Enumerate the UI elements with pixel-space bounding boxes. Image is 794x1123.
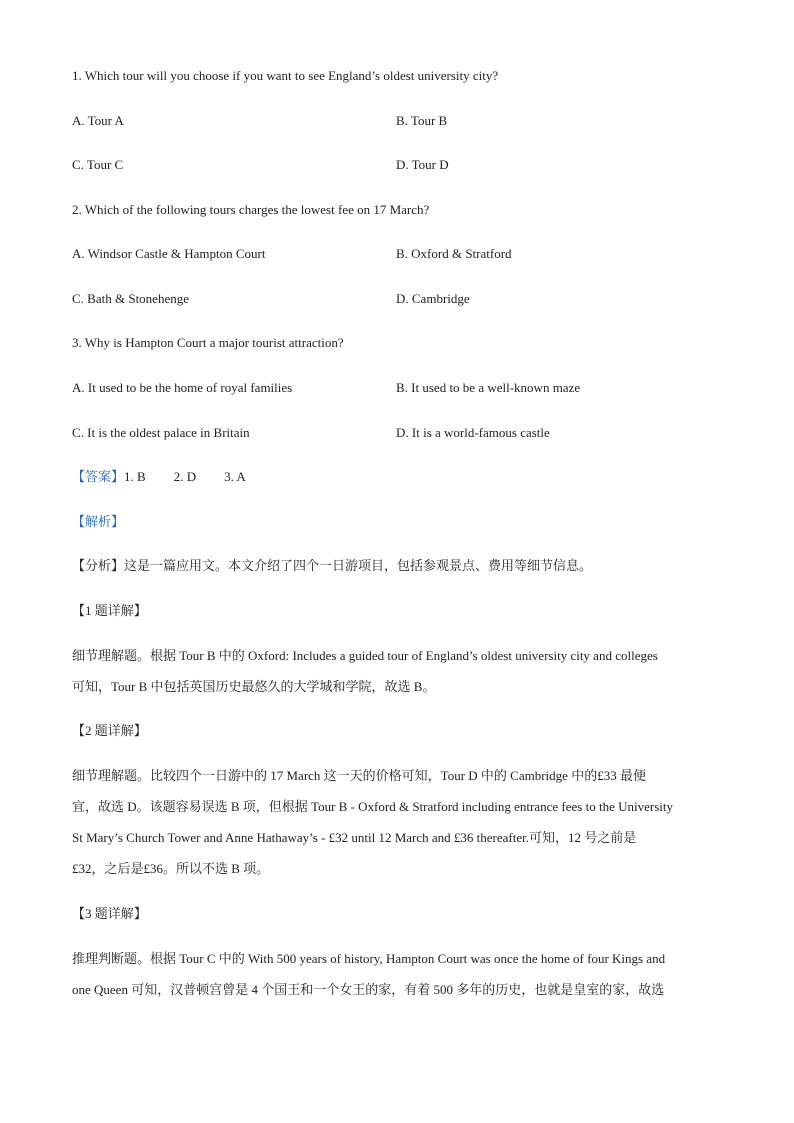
question-3-option-c: C. It is the oldest palace in Britain — [72, 425, 250, 440]
question-2-option-d: D. Cambridge — [396, 291, 470, 306]
answer-line — [72, 469, 274, 485]
detail-2-line-3: St Mary’s Church Tower and Anne Hathaway’s - £32 until 12 March and £36 thereafter.可知，12 号之前是 — [72, 830, 637, 845]
detail-2-heading: 【2 题详解】 — [72, 723, 147, 738]
detail-2-line-4: £32，之后是£36。所以不选 B 项。 — [72, 861, 270, 876]
question-2-options-row-2 — [72, 291, 722, 307]
question-3-options-row-2 — [72, 425, 722, 441]
question-2-option-a: A. Windsor Castle & Hampton Court — [72, 246, 266, 261]
question-1-option-a: A. Tour A — [72, 113, 124, 128]
answer-item-2: 2. D — [173, 469, 197, 484]
question-2-stem: 2. Which of the following tours charges the lowest fee on 17 March? — [72, 202, 430, 217]
detail-3-body — [72, 943, 722, 1005]
detail-3-heading: 【3 题详解】 — [72, 906, 147, 921]
answer-item-1: 1. B — [124, 469, 146, 484]
question-1-options-row-1 — [72, 113, 722, 129]
detail-1-heading: 【1 题详解】 — [72, 603, 147, 618]
detail-3-line-2: one Queen 可知，汉普顿宫曾是 4 个国王和一个女王的家，有着 500 多年的历史，也就是皇室的家，故选 — [72, 982, 665, 997]
detail-3-line-1: 推理判断题。根据 Tour C 中的 With 500 years of history, Hampton Court was once the home of four Kings and — [72, 951, 666, 966]
question-3-option-a: A. It used to be the home of royal families — [72, 380, 293, 395]
detail-1-line-1: 细节理解题。根据 Tour B 中的 Oxford: Includes a guided tour of England’s oldest university city and colleges — [72, 648, 658, 663]
question-1-options-row-2 — [72, 157, 722, 173]
summary-line — [72, 558, 592, 574]
summary-text: 这是一篇应用文。本文介绍了四个一日游项目，包括参观景点、费用等细节信息。 — [124, 558, 593, 573]
question-1-option-c: C. Tour C — [72, 157, 124, 172]
detail-2-line-1: 细节理解题。比较四个一日游中的 17 March 这一天的价格可知，Tour D 中的 Cambridge 中的£33 最便 — [72, 768, 646, 783]
answer-label: 【答案】 — [72, 469, 125, 484]
summary-label: 【分析】 — [72, 558, 125, 573]
detail-2-body — [72, 760, 722, 884]
answer-item-3: 3. A — [224, 469, 246, 484]
detail-1-line-2: 可知，Tour B 中包括英国历史最悠久的大学城和学院，故选 B。 — [72, 679, 436, 694]
question-3-option-d: D. It is a world-famous castle — [396, 425, 550, 440]
question-2-options-row-1 — [72, 246, 722, 262]
question-3-stem: 3. Why is Hampton Court a major tourist attraction? — [72, 335, 344, 350]
question-3-options-row-1 — [72, 380, 722, 396]
detail-2-line-2: 宜，故选 D。该题容易误选 B 项，但根据 Tour B - Oxford & Stratford including entrance fees to the University — [72, 799, 673, 814]
question-3-option-b: B. It used to be a well-known maze — [396, 380, 581, 395]
question-2-option-b: B. Oxford & Stratford — [396, 246, 512, 261]
question-1-stem: 1. Which tour will you choose if you want to see England’s oldest university city? — [72, 68, 499, 83]
question-1-option-b: B. Tour B — [396, 113, 448, 128]
analysis-heading: 【解析】 — [72, 514, 125, 529]
detail-1-body — [72, 640, 722, 702]
question-2-option-c: C. Bath & Stonehenge — [72, 291, 189, 306]
question-1-option-d: D. Tour D — [396, 157, 449, 172]
